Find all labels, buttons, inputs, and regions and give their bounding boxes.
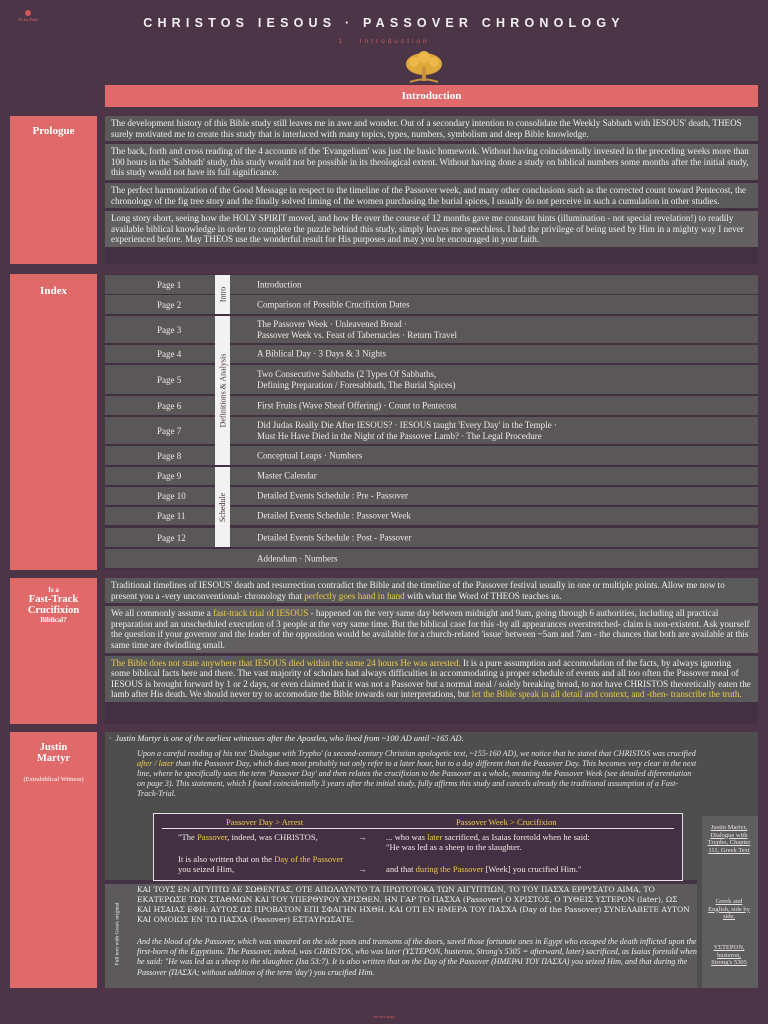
index-page-number: Page 5: [157, 374, 182, 385]
text-span: Upon a careful reading of his text 'Dialogue with Trypho' (a second-century Christian apologetic text, ~155-160 AD), we notice that he stated that CHRISTOS was crucified: [137, 749, 696, 758]
prologue-title: Prologue: [32, 125, 75, 137]
index-label: [10, 274, 97, 570]
index-entry-text: Introduction: [257, 279, 302, 289]
justin-title: Justin Martyr: [36, 742, 71, 764]
prologue-paragraph: Long story short, seeing how the HOLY SPIRIT moved, and how He over the course of 12 months gave me constant hints (illumination - not special revelation!) to readily available biblical knowledge in order to complete the puzzle behind this study, simply leaves me speechless. I had the privilege of being used by Him in a mighty way I never experienced before. May THEOS use the wonderful result for His purposes and may you be encouraged in your faith.: [105, 211, 758, 250]
highlight-text: later: [427, 832, 443, 842]
text-span: Traditional timelines of IESOUS' death and resurrection contradict the Bible and the timeline of the Passover festival usually in one or multiple points. Allow me now to present you a -very unconventional- chronology that: [111, 580, 725, 601]
text-span: "He was led as a sheep to the slaughter.: [386, 842, 522, 852]
highlight-text: The Bible does not state anywhere that IESOUS died within the same 24 hours He was arrested.: [111, 657, 461, 668]
quote-divider: [162, 828, 674, 829]
fasttrack-paragraph-3: [105, 656, 758, 705]
index-page-number: Page 1: [157, 279, 182, 290]
index-panel: [105, 274, 758, 570]
arrow-icon: →: [358, 864, 367, 874]
section-banner: Introduction: [105, 85, 758, 107]
index-page-number: Page 4: [157, 349, 182, 359]
justin-subtitle: (Extrabiblical Witness): [23, 776, 84, 783]
index-row[interactable]: [105, 446, 758, 465]
index-row[interactable]: [105, 507, 758, 525]
index-row[interactable]: [105, 528, 758, 547]
fasttrack-label-main: Fast-Track Crucifixion: [27, 594, 80, 616]
side-note-strongs[interactable]: ΥΣΤΕΡΟΝ, husteron, Strong's 5305: [711, 944, 747, 966]
highlight-text: Day of the Passover: [274, 854, 344, 864]
text-span: - happened on the very same day between midnight and 9am, going through 6 authorities, including all practical preparation and an unscheduled execution of 3 people at the very same time. But the biblical case for this -by all appearances overstretched- claim is non-existent. Ask yourself the question if your governor and the leader of the opposition would be available for a church-related 'issue' between ~5am and 7am - the chances that both are available at this same time are dwindling small.: [111, 608, 750, 650]
text-span: sacrificed, as Isaias foretold when he said:: [442, 832, 590, 842]
vertical-greek-label: [112, 886, 122, 982]
index-entry-text: Detailed Events Schedule : Post - Passover: [257, 532, 412, 542]
index-row[interactable]: [105, 316, 758, 343]
index-page-number: Page 11: [157, 511, 186, 521]
quote-line-1: [178, 832, 318, 842]
quote-line-4: [386, 864, 581, 874]
highlight-text: fast-track trial of IESOUS: [213, 608, 309, 619]
fasttrack-paragraph-1: [105, 578, 758, 606]
index-entry-text: Detailed Events Schedule : Passover Week: [257, 510, 411, 521]
quote-line-2: [386, 832, 682, 852]
index-row[interactable]: [105, 295, 758, 314]
text-span: with what the Word of THEOS teaches us.: [404, 590, 562, 601]
index-row[interactable]: [105, 345, 758, 363]
fasttrack-paragraph-2: [105, 606, 758, 655]
index-entry-text: First Fruits (Wave Sheaf Offering) · Count to Pentecost: [257, 400, 457, 410]
index-group-text: Definitions & Analysis: [218, 353, 227, 428]
index-page-number: Page 8: [157, 450, 182, 461]
fasttrack-panel: [105, 578, 758, 724]
fasttrack-label-top: Is a: [48, 586, 59, 594]
index-row[interactable]: [105, 365, 758, 394]
highlight-text: after / later: [137, 758, 174, 768]
prologue-paragraph: The back, forth and cross reading of the 4 accounts of the 'Evangelium' was just the basic homework. Without having coincidentally invested in the preceding weeks more than 100 hours in the 'Sabbath' study, this study would not be possible in its theological extent. Without having done a study on biblical numbers some months after the initial study, this study would not have its full significance.: [105, 144, 758, 183]
prologue-paragraph: The development history of this Bible study still leaves me in awe and wonder. Out of a secondary intention to consolidate the Weekly Sabbath with IESOUS' death, THEOS surely motivated me to create this study that is interlaced with many topics, types, numbers, symbolism and deep Bible knowledge.: [105, 116, 758, 144]
index-page-number: Page 10: [157, 491, 186, 501]
index-title: Index: [40, 285, 67, 297]
fasttrack-label: [10, 578, 97, 724]
index-group-label: [215, 275, 230, 314]
index-row[interactable]: [105, 487, 758, 505]
index-row[interactable]: [105, 275, 758, 294]
justin-body: [137, 749, 697, 799]
index-entry-text: Did Judas Really Die After IESOUS? · IESOUS taught 'Every Day' in the Temple · Must He Have Died in the Night of the Passover Lamb? · The Legal Procedure: [257, 419, 557, 441]
text-span: Justin Martyr is one of the earliest witnesses after the Apostles, who lived from ~100 AD until ~165 AD.: [115, 734, 464, 743]
index-page-number: Page 9: [157, 471, 182, 481]
highlight-text: let the Bible speak in all detail and context, and -then- transcribe the truth.: [471, 689, 742, 700]
quote-line-3: [178, 854, 358, 874]
prologue-paragraph: The perfect harmonization of the Good Message in respect to the timeline of the Passover week, and many other conclusions such as the corrected count toward Pentecost, the chronology of the fig tree story and the finally solved timing of the women purchasing the burial spices, I usually do not perceive in such a cumulation in other studies.: [105, 183, 758, 211]
bullet-icon: ·: [109, 734, 116, 743]
text-span: It is a pure assumption and accomodation of the facts, by always ignoring some biblical facts here and there. The vast majority of scholars had always difficulties in accommodating a proper schedule of events and all too often the Passover meal of IESOUS is brought forward by 1 or 2 days, or even claimed that it was not a Passover but a normal meal / solely breaking bread, to not have CHRISTOS theoretically eaten the lamb after His death. We should never try to accomodate the Bible towards our interpretations, but: [111, 657, 751, 700]
index-entry-text: Master Calendar: [257, 470, 317, 481]
index-entry-text: The Passover Week · Unleavened Bread · Passover Week vs. Feast of Tabernacles · Return Travel: [257, 318, 458, 340]
justin-intro: [109, 734, 464, 743]
index-entry-text: A Biblical Day · 3 Days & 3 Nights: [257, 348, 386, 359]
index-group-text: Intro: [218, 286, 227, 303]
index-page-number: Page 3: [157, 324, 182, 335]
side-note-source[interactable]: Justin Martyr, Dialogue with Trypho, Chapter 111, Greek Text: [707, 824, 751, 854]
index-page-number: Page 6: [157, 400, 182, 411]
vertical-label-text: Full text with Greek original: [114, 902, 120, 966]
index-row[interactable]: [105, 417, 758, 444]
tree-icon: [404, 51, 444, 85]
index-page-number: Page 12: [157, 532, 186, 543]
english-text: And the blood of the Passover, which was smeared on the side posts and transoms of the doors, saved those fortunate ones in Egypt who escaped the death inflicted upon the first-born of the Egyptians. The Passover, indeed, was CHRISTOS, who was later (ΥΣΤΕΡΟΝ, husteron, Strong's 5305 = afterward, later) sacrificed, as Isaias foretold when he said: "He was led as a sheep to the slaughter. (Isa 53:7). It is also written that on the Day of the Passover (ΗΜΕΡΑΙ ΤΟΥ ΠΑΣΧΑ) you seized Him, and that during the Passover (ΠΑΣΧΑ; without addition of the term 'day') you crucified Him.: [137, 937, 697, 977]
justin-label: [10, 732, 97, 988]
index-group-label: [215, 467, 230, 547]
text-span: , indeed, was CHRISTOS,: [227, 832, 318, 842]
text-span: and that: [386, 864, 416, 874]
index-page-number: Page 2: [157, 299, 182, 310]
prologue-panel: [105, 116, 758, 264]
highlight-text: Passover: [197, 832, 228, 842]
logo-text: Fit for Faith: [18, 17, 38, 22]
footer-next-page[interactable]: see next page: [373, 1014, 395, 1019]
index-entry-text: Two Consecutive Sabbaths (2 Types Of Sabbaths, Defining Preparation / Foresabbath, The Burial Spices): [257, 368, 456, 390]
quote-header-2: Passover Week > Crucifixion: [456, 817, 557, 827]
index-entry-text: Addendum · Numbers: [257, 553, 338, 563]
index-row[interactable]: [105, 467, 758, 485]
greek-text: ΚΑΙ ΤΟΥΣ ΕΝ ΑΙΓΥΠΤΩ ΔΕ ΣΩΘΕΝΤΑΣ, ΟΤΕ ΑΠΩΛΛΥΝΤΟ ΤΑ ΠΡΩΤΟΤΟΚΑ ΤΩΝ ΑΙΓΥΠΤΙΩΝ, ΤΟ ΤΟΥ ΠΑΣΧΑ ΕΡΡΥΣΑΤΟ ΑΙΜΑ, ΤΟ ΕΚΑΤΕΡΩΣΕ ΤΩΝ ΣΤΑΘΜΩΝ ΚΑΙ ΤΟΥ ΥΠΕΡΘΥΡΟΥ ΧΡΙΣΘΕΝ. ΗΝ ΓΑΡ ΤΟ ΠΑΣΧΑ (Passover) Ο ΧΡΙΣΤΟΣ, Ο ΤΥΘΕΙΣ ΥΣΤΕΡΟΝ (later), ΩΣ ΚΑΙ ΗΣΑΙΑΣ ΕΦΗ: ΑΥΤΟΣ ΩΣ ΠΡΟΒΑΤΟΝ ΕΠΙ ΣΦΑΓΗΝ ΗΧΘΗ. ΚΑΙ ΟΤΙ ΕΝ ΗΜΕΡΑ ΤΟΥ ΠΑΣΧΑ (Day of the Passover) ΣΥΝΕΛΑΒΕΤΕ ΑΥΤΟΝ ΚΑΙ ΟΜΟΙΩΣ ΕΝ ΤΩ ΠΑΣΧΑ (Passover) ΕΣΤΑΥΡΩΣΑΤΕ.: [137, 885, 690, 924]
index-row[interactable]: [105, 396, 758, 415]
prologue-label: [10, 116, 97, 264]
highlight-text: during the Passover: [415, 864, 484, 874]
text-span: you seized Him,: [178, 864, 235, 874]
index-entry-text: Detailed Events Schedule : Pre - Passover: [257, 490, 408, 501]
breadcrumb[interactable]: 1 · Introduction: [338, 38, 430, 45]
text-span: We all commonly assume a: [111, 608, 214, 619]
index-page-number: Page 7: [157, 425, 182, 436]
highlight-text: perfectly goes hand in hand: [304, 590, 405, 601]
index-entry-text: Comparison of Possible Crucifixion Dates: [257, 299, 410, 309]
index-group-text: Schedule: [218, 492, 228, 522]
text-span: "The: [178, 832, 198, 842]
text-span: [Week] you crucified Him.": [483, 864, 582, 874]
quote-header-1: Passover Day > Arrest: [226, 817, 304, 827]
text-span: than the Passover Day, which does most probably not only refer to a later hour, but to a day different than the Passover Day. This becomes very clear in the next line, where he specifically uses the term 'Passover Day' and then relates the crucifixion to the Passover as a whole, meaning the Passover Week (see detailed diferentiation on page 3). This statement, which I found coincidentally 3 years after the initial study, fully affirms this study and cancels already the traditional assumption of a Fast-Track-Trial.: [137, 758, 697, 798]
text-span: It is also written that on the: [178, 854, 275, 864]
index-entry-text: Conceptual Leaps · Numbers: [257, 450, 363, 460]
index-group-label: [215, 316, 230, 465]
arrow-icon: →: [358, 832, 367, 842]
page-title: CHRISTOS IESOUS · PASSOVER CHRONOLOGY: [143, 16, 625, 30]
side-note-greek-english[interactable]: Greek and English, side by side.: [708, 898, 750, 920]
index-row[interactable]: [105, 549, 758, 568]
fasttrack-label-bottom: Biblical?: [40, 616, 67, 624]
text-span: ... who was: [386, 832, 428, 842]
quote-box: [153, 813, 683, 881]
